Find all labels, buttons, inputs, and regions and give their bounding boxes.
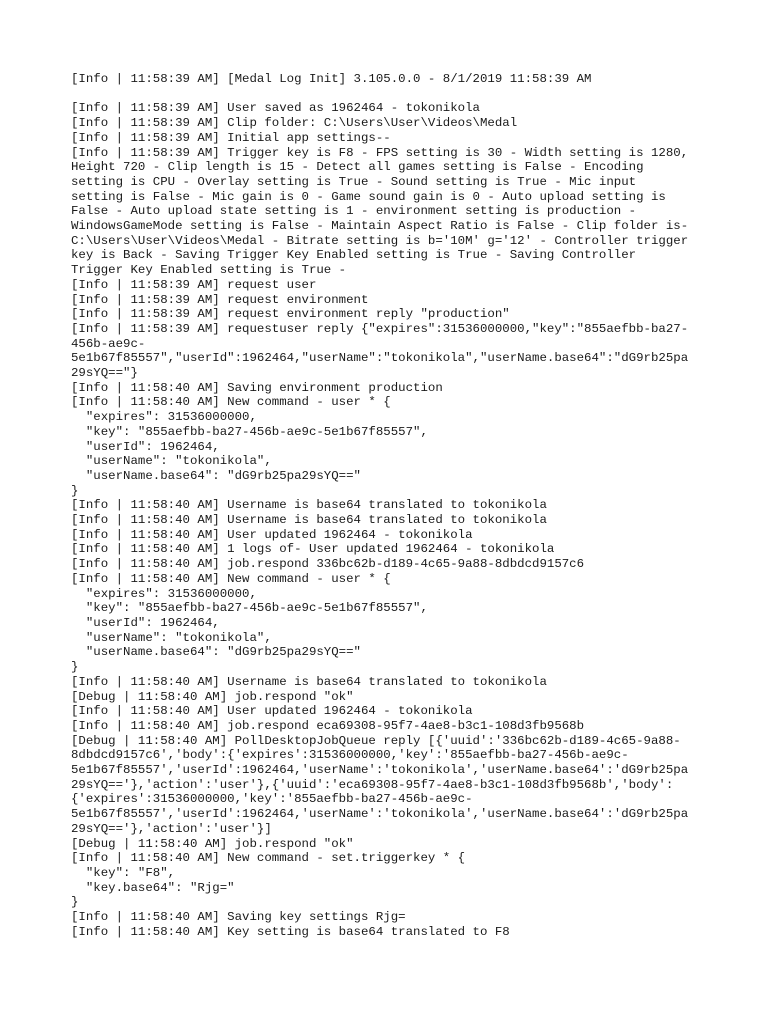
log-line: [Info | 11:58:39 AM] request environment — [71, 292, 369, 307]
log-line: "key": "855aefbb-ba27-456b-ae9c-5e1b67f85557", — [71, 601, 428, 616]
log-header-line: [Info | 11:58:39 AM] [Medal Log Init] 3.105.0.0 - 8/1/2019 11:58:39 AM — [71, 72, 592, 86]
log-line: 8dbdcd9157c6','body':{'expires':31536000000,'key':'855aefbb-ba27-456b-ae9c- — [71, 748, 629, 763]
log-line: [Info | 11:58:39 AM] User saved as 1962464 - tokonikola — [71, 101, 480, 116]
log-line: [Info | 11:58:40 AM] Key setting is base64 translated to F8 — [71, 924, 510, 939]
log-line: WindowsGameMode setting is False - Maintain Aspect Ratio is False - Clip folder is- — [71, 219, 689, 234]
log-line: [Debug | 11:58:40 AM] PollDesktopJobQueue reply [{'uuid':'336bc62b-d189-4c65-9a88- — [71, 733, 681, 748]
log-line: [Info | 11:58:40 AM] Username is base64 translated to tokonikola — [71, 498, 547, 513]
log-document — [71, 72, 701, 939]
log-line: False - Auto upload state setting is 1 - environment setting is production - — [71, 204, 637, 219]
log-line: [Info | 11:58:39 AM] Initial app settings-- — [71, 130, 391, 145]
log-line: 5e1b67f85557","userId":1962464,"userName":"tokonikola","userName.base64":"dG9rb25pa — [71, 351, 689, 366]
log-line: [Info | 11:58:40 AM] Username is base64 translated to tokonikola — [71, 674, 547, 689]
log-line: 29sYQ=="} — [71, 366, 138, 381]
log-line: [Info | 11:58:39 AM] requestuser reply {"expires":31536000000,"key":"855aefbb-ba27- — [71, 321, 689, 336]
log-line: [Info | 11:58:40 AM] 1 logs of- User updated 1962464 - tokonikola — [71, 542, 555, 557]
log-line: Trigger Key Enabled setting is True - — [71, 263, 347, 278]
log-line: Height 720 - Clip length is 15 - Detect all games setting is False - Encoding — [71, 160, 644, 175]
log-line: "userName": "tokonikola", — [71, 454, 272, 469]
log-line: setting is False - Mic gain is 0 - Game sound gain is 0 - Auto upload setting is — [71, 189, 666, 204]
log-line: [Info | 11:58:39 AM] request environment reply "production" — [71, 307, 510, 322]
log-line: [Info | 11:58:40 AM] Saving key settings Rjg= — [71, 910, 406, 925]
log-line: [Info | 11:58:40 AM] Username is base64 translated to tokonikola — [71, 513, 547, 528]
log-line: [Info | 11:58:40 AM] job.respond eca69308-95f7-4ae8-b3c1-108d3fb9568b — [71, 718, 585, 733]
log-body — [71, 101, 701, 939]
log-line: [Debug | 11:58:40 AM] job.respond "ok" — [71, 836, 354, 851]
log-line: {'expires':31536000000,'key':'855aefbb-ba27-456b-ae9c- — [71, 792, 473, 807]
log-line: key is Back - Saving Trigger Key Enabled setting is True - Saving Controller — [71, 248, 637, 263]
log-line: [Info | 11:58:39 AM] Clip folder: C:\Users\User\Videos\Medal — [71, 116, 518, 131]
log-line: [Info | 11:58:40 AM] User updated 1962464 - tokonikola — [71, 527, 473, 542]
log-line: [Info | 11:58:40 AM] User updated 1962464 - tokonikola — [71, 704, 473, 719]
log-line: [Debug | 11:58:40 AM] job.respond "ok" — [71, 689, 354, 704]
log-line: } — [71, 660, 79, 675]
log-line: 29sYQ=='},'action':'user'},{'uuid':'eca69308-95f7-4ae8-b3c1-108d3fb9568b','body': — [71, 777, 674, 792]
log-line: [Info | 11:58:40 AM] New command - user * { — [71, 571, 391, 586]
log-line: "expires": 31536000000, — [71, 410, 257, 425]
log-line: "userName.base64": "dG9rb25pa29sYQ==" — [71, 645, 361, 660]
log-line: [Info | 11:58:40 AM] Saving environment production — [71, 380, 443, 395]
log-line: 5e1b67f85557','userId':1962464,'userName':'tokonikola','userName.base64':'dG9rb25pa — [71, 763, 689, 778]
log-line: "userId": 1962464, — [71, 439, 220, 454]
log-line: "userName.base64": "dG9rb25pa29sYQ==" — [71, 468, 361, 483]
log-line: "key": "855aefbb-ba27-456b-ae9c-5e1b67f85557", — [71, 424, 428, 439]
log-line: C:\Users\User\Videos\Medal - Bitrate setting is b='10M' g='12' - Controller trigger — [71, 233, 689, 248]
log-line: setting is CPU - Overlay setting is True - Sound setting is True - Mic input — [71, 174, 637, 189]
log-line: "userId": 1962464, — [71, 616, 220, 630]
log-line: [Info | 11:58:40 AM] New command - set.triggerkey * { — [71, 851, 466, 866]
log-line: 5e1b67f85557','userId':1962464,'userName':'tokonikola','userName.base64':'dG9rb25pa — [71, 807, 689, 822]
log-line: [Info | 11:58:39 AM] request user — [71, 277, 317, 292]
log-line: [Info | 11:58:39 AM] Trigger key is F8 - FPS setting is 30 - Width setting is 1280, — [71, 145, 689, 160]
log-line: "key": "F8", — [71, 865, 176, 880]
log-line: "expires": 31536000000, — [71, 586, 257, 601]
log-line: } — [71, 895, 79, 910]
blank-line — [71, 87, 701, 102]
log-line: "userName": "tokonikola", — [71, 630, 272, 645]
log-line: [Info | 11:58:40 AM] job.respond 336bc62b-d189-4c65-9a88-8dbdcd9157c6 — [71, 557, 585, 572]
log-line: } — [71, 483, 79, 498]
log-line: [Info | 11:58:40 AM] New command - user * { — [71, 395, 391, 410]
log-line: 29sYQ=='},'action':'user'}] — [71, 821, 272, 836]
log-line: "key.base64": "Rjg=" — [71, 880, 235, 895]
log-line: 456b-ae9c- — [71, 336, 146, 351]
